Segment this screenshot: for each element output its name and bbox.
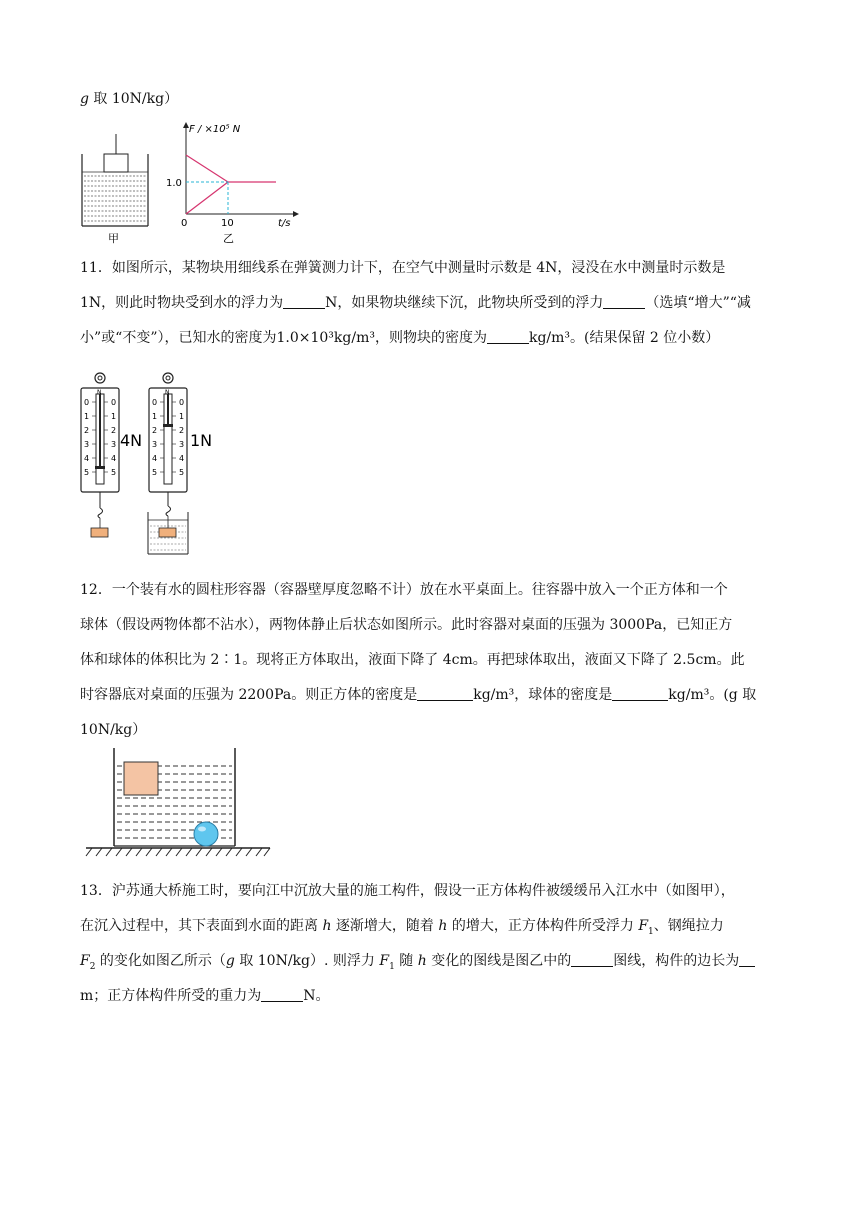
q13-line-2: 在沉入过程中，其下表面到水面的距离 h 逐渐增大，随着 h 的增大，正方体构件所受浮力 $F_1$、钢绳拉力 bbox=[80, 918, 724, 937]
svg-text:3: 3 bbox=[152, 440, 158, 449]
svg-text:5: 5 bbox=[152, 468, 158, 477]
reading-right-1n: 1N bbox=[190, 431, 213, 450]
svg-text:1: 1 bbox=[111, 412, 117, 421]
ball bbox=[194, 822, 218, 846]
q12-line-1: 12．一个装有水的圆柱形容器（容器壁厚度忽略不计）放在水平桌面上。往容器中放入一个正方体和一个 bbox=[80, 582, 728, 598]
svg-text:3: 3 bbox=[84, 440, 90, 449]
f-curve-decreasing bbox=[186, 155, 228, 182]
reading-left-4n: 4N bbox=[120, 431, 143, 450]
svg-text:N: N bbox=[97, 389, 102, 396]
x-tick-label: 10 bbox=[221, 218, 234, 229]
svg-text:0: 0 bbox=[111, 398, 117, 407]
y-tick-label: 1.0 bbox=[166, 178, 182, 189]
svg-text:2: 2 bbox=[111, 426, 117, 435]
label-yi: 乙 bbox=[223, 232, 234, 245]
answer-blank-edge-length[interactable] bbox=[739, 951, 755, 967]
answer-blank-ball-density[interactable] bbox=[612, 685, 668, 701]
svg-text:0: 0 bbox=[179, 398, 185, 407]
svg-text:3: 3 bbox=[179, 440, 185, 449]
svg-text:2: 2 bbox=[152, 426, 158, 435]
q11-line-1: 11．如图所示，某物块用细线系在弹簧测力计下，在空气中测量时示数是 4N，浸没在水中测量时示数是 bbox=[80, 260, 726, 276]
figure-q11-spring-scales bbox=[78, 370, 238, 560]
label-jia: 甲 bbox=[108, 232, 119, 245]
q11-line-3: 小”或“不变”），已知水的密度为1.0×10³kg/m³，则物块的密度为 kg/m³。(结果保留 2 位小数） bbox=[80, 330, 720, 346]
answer-blank-trend[interactable] bbox=[603, 293, 645, 309]
q13-line-1: 13．沪苏通大桥施工时，要向江中沉放大量的施工构件，假设一正方体构件被缓缓吊入江水中（如图甲）， bbox=[80, 883, 735, 899]
answer-blank-buoyancy[interactable] bbox=[283, 293, 325, 309]
figure-q12-container bbox=[84, 744, 274, 862]
origin-label: 0 bbox=[181, 218, 188, 229]
top-line: g 取 10N/kg） bbox=[80, 91, 179, 107]
svg-text:1: 1 bbox=[84, 412, 90, 421]
question-12 bbox=[80, 573, 780, 748]
question-11 bbox=[80, 251, 780, 356]
svg-text:4: 4 bbox=[84, 454, 90, 463]
question-13 bbox=[80, 874, 780, 1014]
svg-text:1: 1 bbox=[179, 412, 185, 421]
q13-line-3: $F_2$ 的变化如图乙所示（g 取 10N/kg）. 则浮力 $F_1$ 随 h 变化的图线是图乙中的 图线，构件的边长为 bbox=[80, 944, 780, 979]
q12-line-2: 球体（假设两物体都不沾水），两物体静止后状态如图所示。此时容器对桌面的压强为 3000Pa，已知正方 bbox=[80, 617, 733, 633]
cube bbox=[124, 762, 158, 795]
answer-blank-weight[interactable] bbox=[261, 986, 303, 1002]
table-hatch bbox=[86, 848, 270, 856]
svg-text:4: 4 bbox=[152, 454, 158, 463]
f-curve-increasing bbox=[186, 182, 228, 214]
q12-line-5: 10N/kg） bbox=[80, 722, 147, 738]
answer-blank-density[interactable] bbox=[487, 328, 529, 344]
x-axis-label: t/s bbox=[278, 218, 291, 229]
svg-text:2: 2 bbox=[179, 426, 185, 435]
svg-text:1: 1 bbox=[152, 412, 158, 421]
answer-blank-cube-density[interactable] bbox=[417, 685, 473, 701]
svg-text:5: 5 bbox=[84, 468, 90, 477]
svg-text:N: N bbox=[165, 389, 170, 396]
svg-text:5: 5 bbox=[111, 468, 117, 477]
svg-text:0: 0 bbox=[84, 398, 90, 407]
svg-text:0: 0 bbox=[152, 398, 158, 407]
svg-text:4: 4 bbox=[111, 454, 117, 463]
container-jia bbox=[82, 134, 148, 226]
svg-text:3: 3 bbox=[111, 440, 117, 449]
answer-blank-curve[interactable] bbox=[571, 951, 613, 967]
q12-line-3: 体和球体的体积比为 2∶1。现将正方体取出，液面下降了 4cm。再把球体取出，液面又下降了 2.5cm。此 bbox=[80, 652, 745, 668]
graph-yi bbox=[183, 122, 299, 217]
q13-line-4: m；正方体构件所受的重力为 N。 bbox=[80, 988, 330, 1004]
q12-line-4: 时容器底对桌面的压强为 2200Pa。则正方体的密度是 kg/m³，球体的密度是 kg/m³。(g 取 bbox=[80, 687, 757, 703]
svg-text:5: 5 bbox=[179, 468, 185, 477]
y-axis-label: F / ×10⁵ N bbox=[189, 124, 241, 135]
q11-line-2: 1N，则此时物块受到水的浮力为 N，如果物块继续下沉，此物块所受到的浮力 （选填“增大”“减 bbox=[80, 295, 751, 311]
svg-text:2: 2 bbox=[84, 426, 90, 435]
figure-q10 bbox=[78, 118, 308, 248]
svg-text:4: 4 bbox=[179, 454, 185, 463]
